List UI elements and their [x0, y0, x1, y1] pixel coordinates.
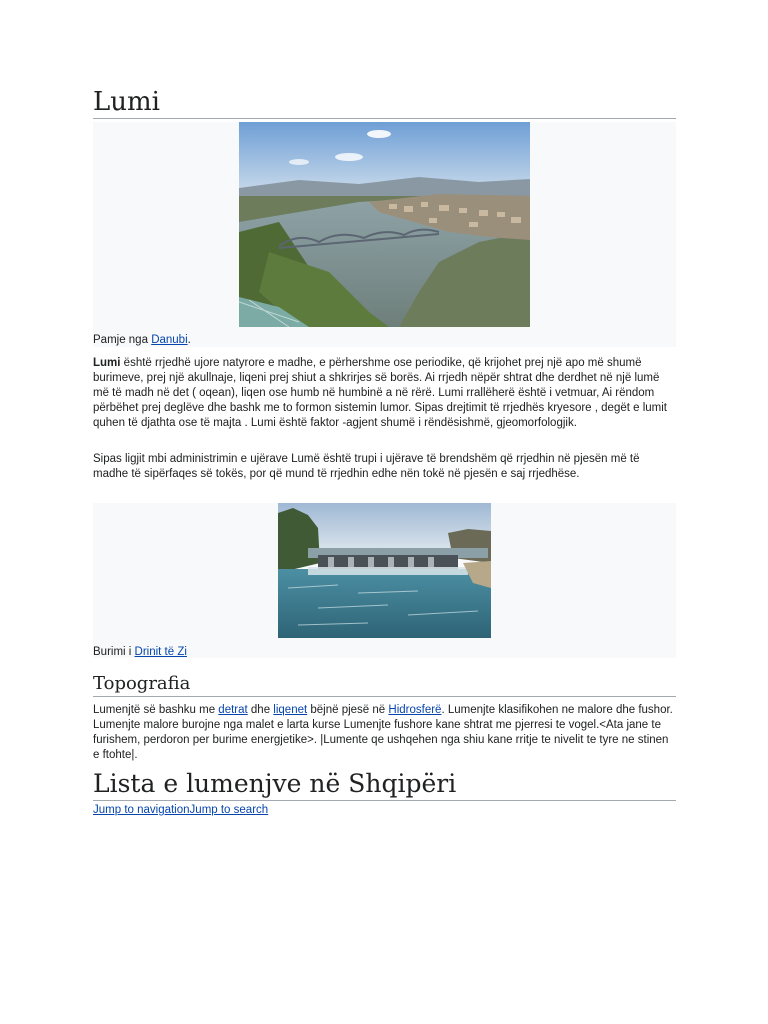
jump-to-navigation-link[interactable]: Jump to navigation: [93, 804, 190, 816]
danubi-link[interactable]: Danubi: [151, 334, 188, 346]
figure-danube-caption: Pamje nga Danubi.: [93, 334, 191, 346]
intro-paragraph: Lumi është rrjedhë ujore natyrore e madhe, e përhershme ose periodike, që krijohet prej një apo më shumë burimeve, prej një akullnaje, liqeni prej shiut a shkrirjes së borës. Ai rrjedh nëpër shtrat dhe derdhet në një lumë më të madh në det ( oqean), liqen ose humb në humbinë a në rërë. Lumi rrallëherë është i vetmuar, Ai rëndom përbëhet prej deglëve dhe bashk me to formon sistemin lumor. Sipas drejtimit të rrjedhës kryesore , degët e lumit quhen të djathta ose të majta . Lumi është faktor -agjent shumë i rëndësishmë, gjeomorfologjik.: [93, 357, 668, 429]
detrat-link[interactable]: detrat: [218, 704, 248, 716]
figure-drini: [93, 503, 676, 658]
section-lista-heading: Lista e lumenjve në Shqipëri: [93, 768, 676, 801]
figure-danube: [93, 122, 676, 347]
hidrosfere-link[interactable]: Hidrosferë: [388, 704, 442, 716]
jump-to-search-link[interactable]: Jump to search: [189, 804, 269, 816]
danube-photo[interactable]: [239, 122, 530, 327]
page-title: Lumi: [93, 86, 676, 119]
paragraph-law: Sipas ligjit mbi administrimin e ujërave Lumë është trupi i ujërave të brendshëm që rrjedhin në pjesën më të madhe të sipërfaqes së tokës, por që mund të rrjedhin edhe nën tokë në pjesën e saj rrjedhëse.: [93, 453, 640, 480]
jump-links: [93, 803, 676, 818]
drinit-link[interactable]: Drinit të Zi: [134, 646, 187, 658]
liqenet-link[interactable]: liqenet: [273, 704, 308, 716]
figure-drini-caption: Burimi i Drinit të Zi: [93, 646, 187, 658]
drini-photo[interactable]: [278, 503, 491, 638]
topografia-paragraph: Lumenjtë së bashku me detrat dhe liqenet bëjnë pjesë në Hidrosferë. Lumenjte klasifikohen ne malore dhe fushor. Lumenjte malore burojne nga malet e larta kurse Lumenjte fushore kane shtrat me pjerresi te vogel.<Ata jane te furishem, perdoron per burime energjetike>. |Lumente qe ushqehen nga shiu kane rritje te nivelit te tyre ne stinen e ftohte|.: [93, 704, 673, 761]
section-topografia-heading: Topografia: [93, 672, 676, 697]
intro-bold-term: Lumi: [93, 357, 121, 369]
